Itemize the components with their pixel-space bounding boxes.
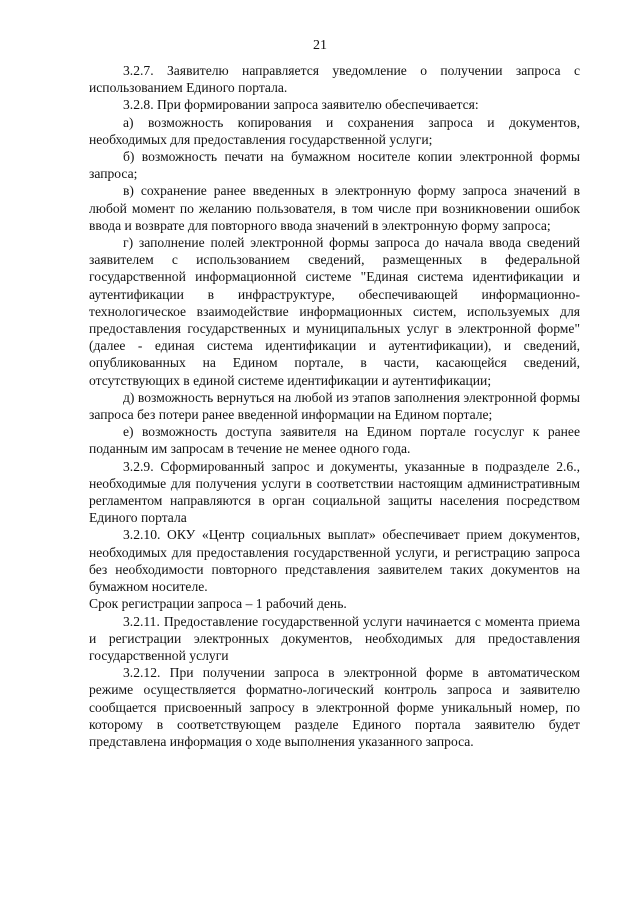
list-item-b: б) возможность печати на бумажном носителе копии электронной формы запроса; bbox=[89, 149, 580, 182]
document-body bbox=[89, 62, 580, 750]
registration-term: Срок регистрации запроса – 1 рабочий день. bbox=[89, 596, 347, 612]
list-item-d: д) возможность вернуться на любой из этапов заполнения электронной формы запроса без потери ранее введенной информации на Едином портале; bbox=[89, 389, 580, 423]
page-number: 21 bbox=[313, 38, 327, 53]
paragraph-3-2-12: 3.2.12. При получении запроса в электронной форме в автоматическом режиме осуществляется форматно-логический контроль запроса и заявителю сообщается присвоенный запросу в электронной форме уникальный номер, по которому в соответствующем разделе Единого портала заявителю будет представлена информация о ходе выполнения указанного запроса. bbox=[89, 665, 580, 749]
list-item-a: а) возможность копирования и сохранения запроса и документов, необходимых для предоставления государственной услуги; bbox=[89, 114, 580, 147]
paragraph-3-2-11: 3.2.11. Предоставление государственной услуги начинается с момента приема и регистрации электронных документов, необходимых для предоставления государственной услуги bbox=[89, 613, 580, 663]
paragraph-3-2-10: 3.2.10. ОКУ «Центр социальных выплат» обеспечивает прием документов, необходимых для предоставления государственной услуги, и регистрацию запроса без необходимости повторного представления заявителем таких документов на бумажном носителе. bbox=[89, 527, 580, 595]
list-item-g: г) заполнение полей электронной формы запроса до начала ввода сведений заявителем с использованием сведений, размещенных в федеральной государственной информационной системе "Единая система идентификации и аутентификации в инфраструктуре, обеспечивающей информационно-технологическое взаимодействие информационных систем, используемых для предоставления государственных и муниципальных услуг в электронной форме" (далее - единая система идентификации и аутентификации), и сведений, опубликованных на Едином портале, в части, касающейся сведений, отсутствующих в единой системе идентификации и аутентификации; bbox=[89, 235, 580, 388]
list-item-v: в) сохранение ранее введенных в электронную форму запроса значений в любой момент по желанию пользователя, в том числе при возникновении ошибок ввода и возврате для повторного ввода значений в электронную форму запроса; bbox=[89, 183, 580, 233]
paragraph-3-2-8: 3.2.8. При формировании запроса заявителю обеспечивается: bbox=[123, 97, 479, 113]
list-item-e: е) возможность доступа заявителя на Едином портале госуслуг к ранее поданным им запросам в течение не менее одного года. bbox=[89, 424, 580, 457]
paragraph-3-2-9: 3.2.9. Сформированный запрос и документы, указанные в подразделе 2.6., необходимые для получения услуги в соответствии настоящим административным регламентом направляются в орган социальной защиты населения посредством Единого портала bbox=[89, 458, 580, 526]
paragraph-3-2-7: 3.2.7. Заявителю направляется уведомление о получении запроса с использованием Единого портала. bbox=[89, 63, 580, 96]
